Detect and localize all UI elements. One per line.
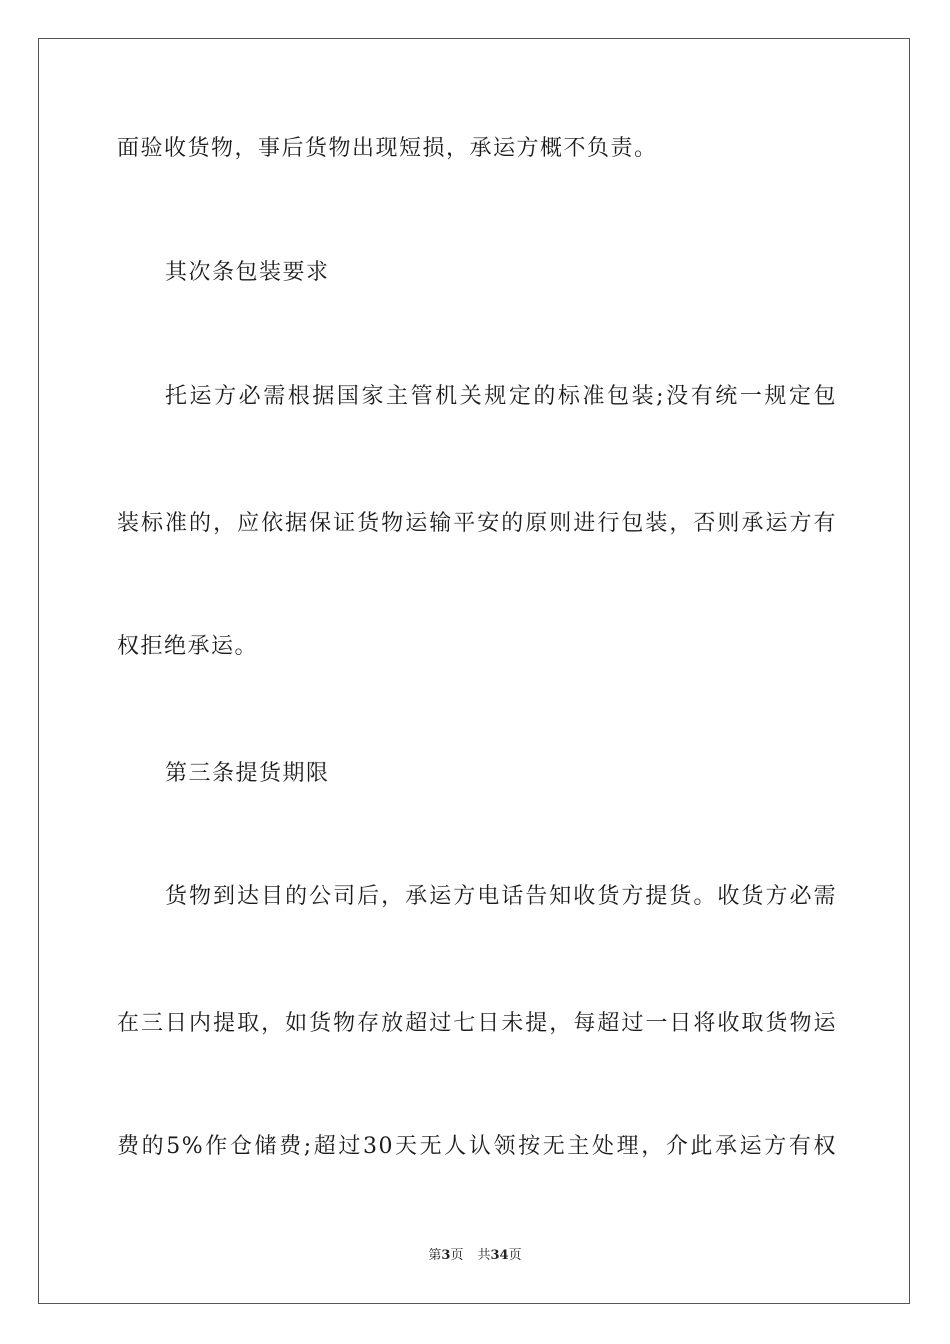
page-footer xyxy=(0,1247,950,1265)
body-text-line-3: 托运方必需根据国家主管机关规定的标准包装;没有统一规定包 xyxy=(165,384,837,409)
footer-total-pages: 34 xyxy=(490,1248,509,1263)
body-text-line-9: 费的5%作仓储费;超过30天无人认领按无主处理，介此承运方有权 xyxy=(117,1134,837,1159)
footer-total-prefix: 共 xyxy=(477,1248,491,1263)
body-text-line-1: 面验收货物，事后货物出现短损，承运方概不负责。 xyxy=(117,136,658,161)
footer-page-suffix: 页 xyxy=(450,1248,464,1263)
body-text-line-7: 货物到达目的公司后，承运方电话告知收货方提货。收货方必需 xyxy=(165,884,837,909)
page-border xyxy=(38,38,910,1304)
section-heading-pickup: 第三条提货期限 xyxy=(165,761,330,786)
footer-page-number: 3 xyxy=(441,1248,451,1263)
body-text-line-8: 在三日内提取，如货物存放超过七日未提，每超过一日将收取货物运 xyxy=(117,1011,837,1036)
body-text-line-4: 装标准的，应依据保证货物运输平安的原则进行包装，否则承运方有 xyxy=(117,511,837,536)
section-heading-packaging: 其次条包装要求 xyxy=(165,260,330,285)
footer-total-suffix: 页 xyxy=(508,1248,522,1263)
body-text-line-5: 权拒绝承运。 xyxy=(117,634,259,659)
footer-page-prefix: 第 xyxy=(428,1248,442,1263)
